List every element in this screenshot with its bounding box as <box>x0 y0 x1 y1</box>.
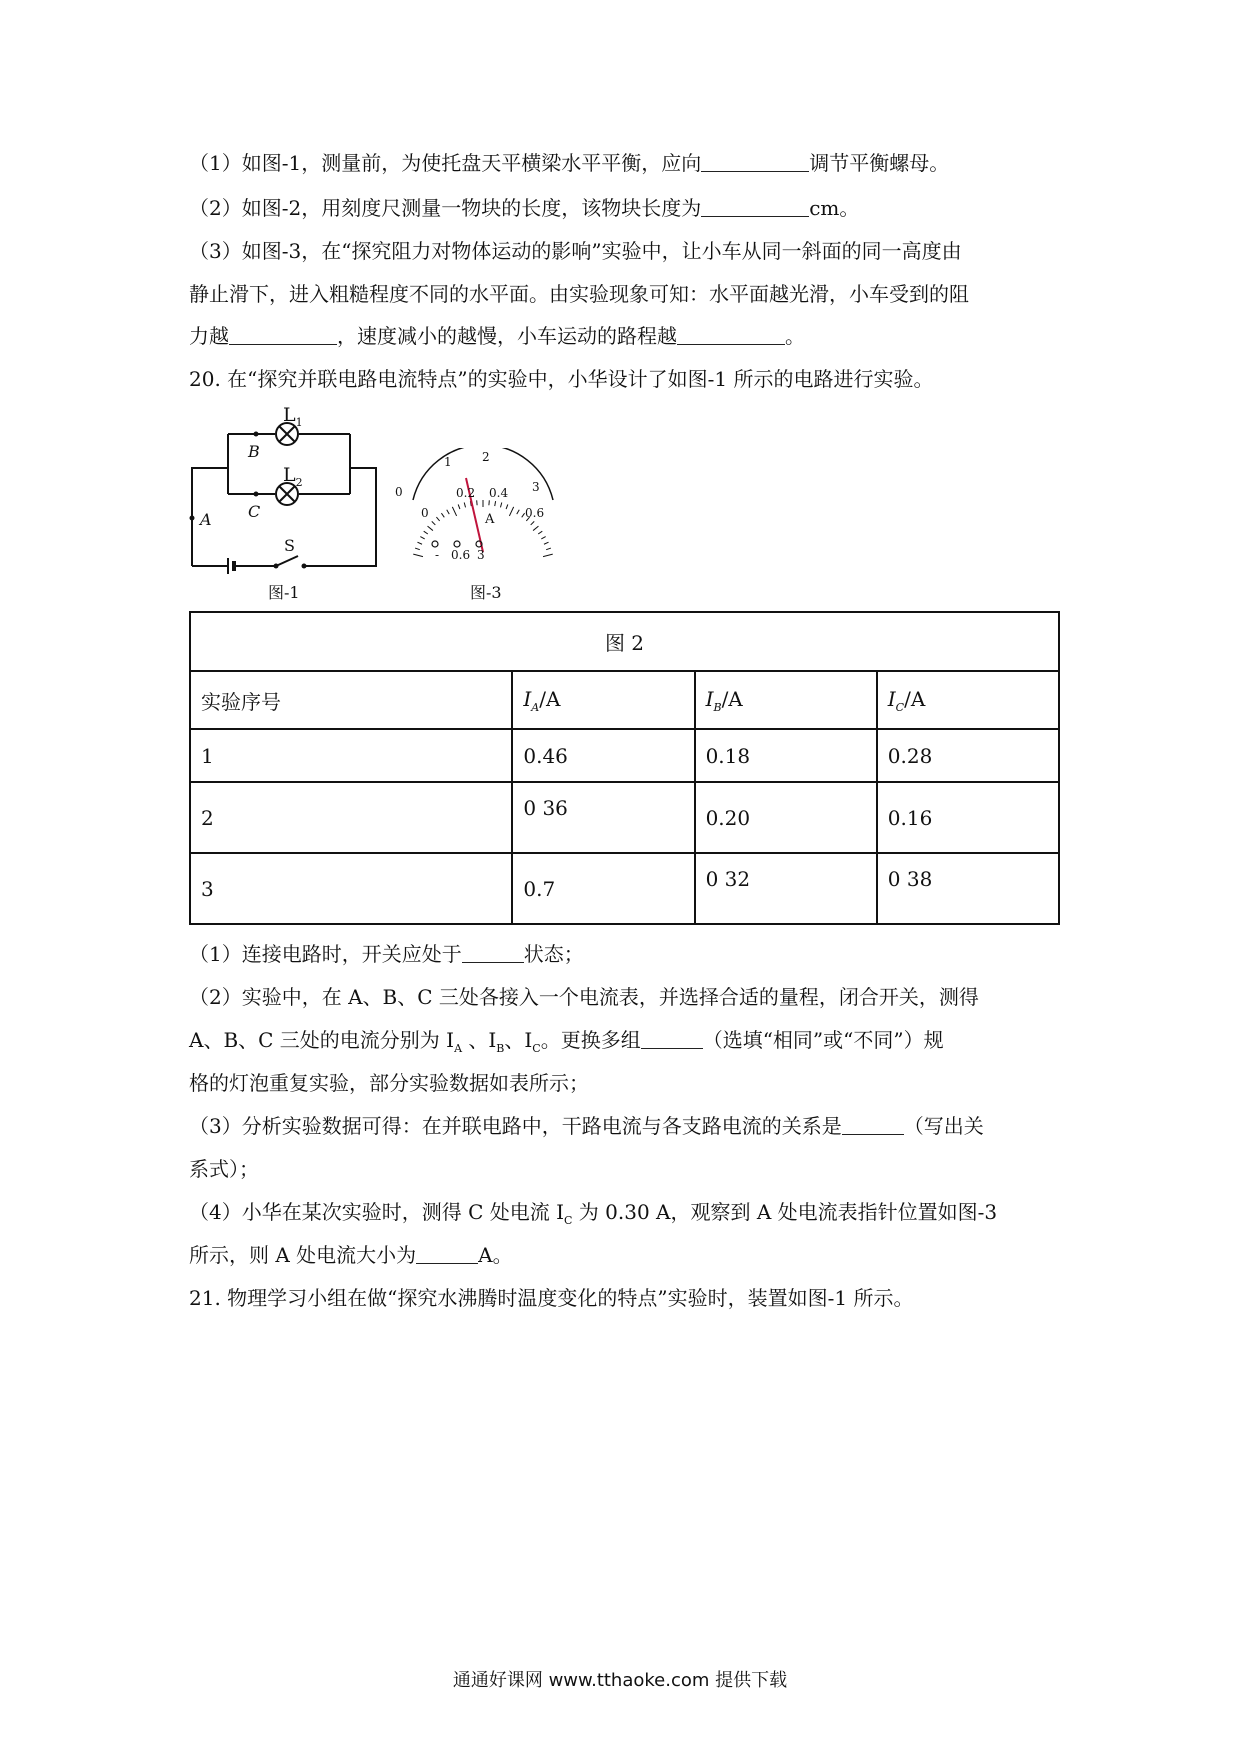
q20-sub3-line2: 系式）； <box>189 1157 259 1181</box>
ammeter-tick <box>495 501 496 506</box>
q20-sub2-line2: A、B、C 三处的电流分别为 $I_A$ 、$I_B$、$I_C$。更换多组 （选填“相同”或“不同”）规 <box>189 1028 944 1055</box>
data-table <box>189 611 1060 925</box>
ammeter-tick <box>533 526 538 530</box>
caption-fig1: 图-1 <box>268 583 300 602</box>
meter-tick-04: 0.4 <box>489 486 509 500</box>
q20-sub4-line2: 所示，则 A 处电流大小为 A。 <box>189 1243 513 1267</box>
table-cell: 1 <box>190 729 512 782</box>
ammeter-tick <box>517 510 520 514</box>
ammeter-tick <box>424 531 428 534</box>
table-cell: 0 32 <box>695 853 877 924</box>
table-cell: 0.28 <box>877 729 1059 782</box>
ammeter-tick <box>509 507 513 516</box>
terminal-minus: - <box>435 548 440 562</box>
table-cell: 0 36 <box>512 782 694 853</box>
meter-tick-02: 0.2 <box>456 486 476 500</box>
ammeter-tick <box>538 531 542 534</box>
table-cell: 0.18 <box>695 729 877 782</box>
ammeter-tick <box>415 548 420 550</box>
ammeter-tick <box>420 537 424 539</box>
header-ic: $I_C/A$ <box>877 671 1059 729</box>
answer-blank[interactable] <box>842 1114 904 1135</box>
header-ib: $I_B/A$ <box>695 671 877 729</box>
label-b: B <box>248 442 260 461</box>
header-ia: $I_A/A$ <box>512 671 694 729</box>
ammeter-tick <box>546 548 551 550</box>
table-row <box>190 853 1059 924</box>
ammeter-tick <box>544 542 549 544</box>
node-b <box>254 432 259 437</box>
meter-tick-06: 0.6 <box>525 506 545 520</box>
node-a <box>190 516 195 521</box>
ammeter-tick <box>500 502 501 507</box>
q20-sub1: （1）连接电路时，开关应处于 状态； <box>189 942 584 966</box>
ammeter-tick <box>428 526 433 530</box>
table-cell: 0.7 <box>512 853 694 924</box>
label-a: A <box>200 510 212 529</box>
label-s: S <box>284 536 295 555</box>
table-title: 图 2 <box>190 612 1059 671</box>
q19-part3-line1: （3）如图-3，在“探究阻力对物体运动的影响”实验中，让小车从同一斜面的同一高度由 <box>189 239 962 263</box>
q21-intro: 21. 物理学习小组在做“探究水沸腾时温度变化的特点”实验时，装置如图-1 所示。 <box>189 1286 914 1310</box>
label-l1: $L_1$ <box>283 404 303 429</box>
label-l2: $L_2$ <box>283 464 303 489</box>
table-row <box>190 729 1059 782</box>
ammeter-tick <box>432 521 436 525</box>
q19-part1: （1）如图-1，测量前，为使托盘天平横梁水平平衡，应向 调节平衡螺母。 <box>189 151 950 175</box>
ammeter-tick <box>458 504 460 509</box>
ammeter-tick <box>531 521 535 525</box>
table-cell: 0.20 <box>695 782 877 853</box>
q20-sub4-line1: （4）小华在某次实验时，测得 C 处电流 $I_C$ 为 0.30 A，观察到 A 处电流表指针位置如图-3 <box>189 1200 998 1227</box>
q20-sub2-line1: （2）实验中，在 A、B、C 三处各接入一个电流表，并选择合适的量程，闭合开关，测得 <box>189 985 979 1009</box>
table-header-row <box>190 671 1059 729</box>
answer-blank[interactable] <box>641 1028 703 1049</box>
meter-tick-left-0: 0 <box>395 485 403 499</box>
header-seq: 实验序号 <box>190 671 512 729</box>
terminal-3: 3 <box>477 548 485 562</box>
meter-tick-1: 1 <box>444 455 452 469</box>
answer-blank[interactable] <box>229 324 337 345</box>
q19-part3-line2: 静止滑下，进入粗糙程度不同的水平面。由实验现象可知：水平面越光滑，小车受到的阻 <box>189 282 969 306</box>
table-cell: 3 <box>190 853 512 924</box>
meter-unit: A <box>485 512 495 527</box>
q20-sub3-line1: （3）分析实验数据可得：在并联电路中，干路电流与各支路电流的关系是 （写出关 <box>189 1114 984 1138</box>
table-cell: 0 38 <box>877 853 1059 924</box>
answer-blank[interactable] <box>462 942 524 963</box>
ammeter-tick <box>447 510 450 514</box>
ammeter-tick <box>506 504 508 509</box>
ammeter-tick <box>541 537 545 539</box>
q20-sub2-line3: 格的灯泡重复实验，部分实验数据如表所示； <box>189 1071 589 1095</box>
meter-tick-0: 0 <box>421 506 429 520</box>
meter-tick-3: 3 <box>532 480 540 494</box>
caption-fig3: 图-3 <box>470 583 502 602</box>
answer-blank[interactable] <box>677 324 785 345</box>
ammeter-tick <box>413 554 423 556</box>
figure-area <box>180 404 580 608</box>
meter-tick-2: 2 <box>482 450 490 464</box>
q20-intro: 20. 在“探究并联电路电流特点”的实验中，小华设计了如图-1 所示的电路进行实验。 <box>189 367 934 391</box>
ammeter-tick <box>452 507 456 516</box>
table-cell: 0.46 <box>512 729 694 782</box>
answer-blank[interactable] <box>701 151 809 172</box>
answer-blank[interactable] <box>701 196 809 217</box>
terminal-06: 0.6 <box>451 548 471 562</box>
ammeter-tick <box>436 517 439 521</box>
node-c <box>254 492 259 497</box>
q19-part3-line3: 力越 ，速度减小的越慢，小车运动的路程越 。 <box>189 324 805 348</box>
answer-blank[interactable] <box>416 1243 478 1264</box>
ammeter-tick <box>543 554 553 556</box>
table-cell: 2 <box>190 782 512 853</box>
table-cell: 0.16 <box>877 782 1059 853</box>
ammeter-tick <box>441 513 444 517</box>
table-row <box>190 782 1059 853</box>
ammeter-tick <box>417 542 422 544</box>
q19-part2: （2）如图-2，用刻度尺测量一物块的长度，该物块长度为 cm。 <box>189 196 860 220</box>
label-c: C <box>248 502 261 521</box>
ammeter-tick <box>464 502 465 507</box>
page-footer: 通通好课网 www.tthaoke.com 提供下载 <box>452 1670 788 1691</box>
